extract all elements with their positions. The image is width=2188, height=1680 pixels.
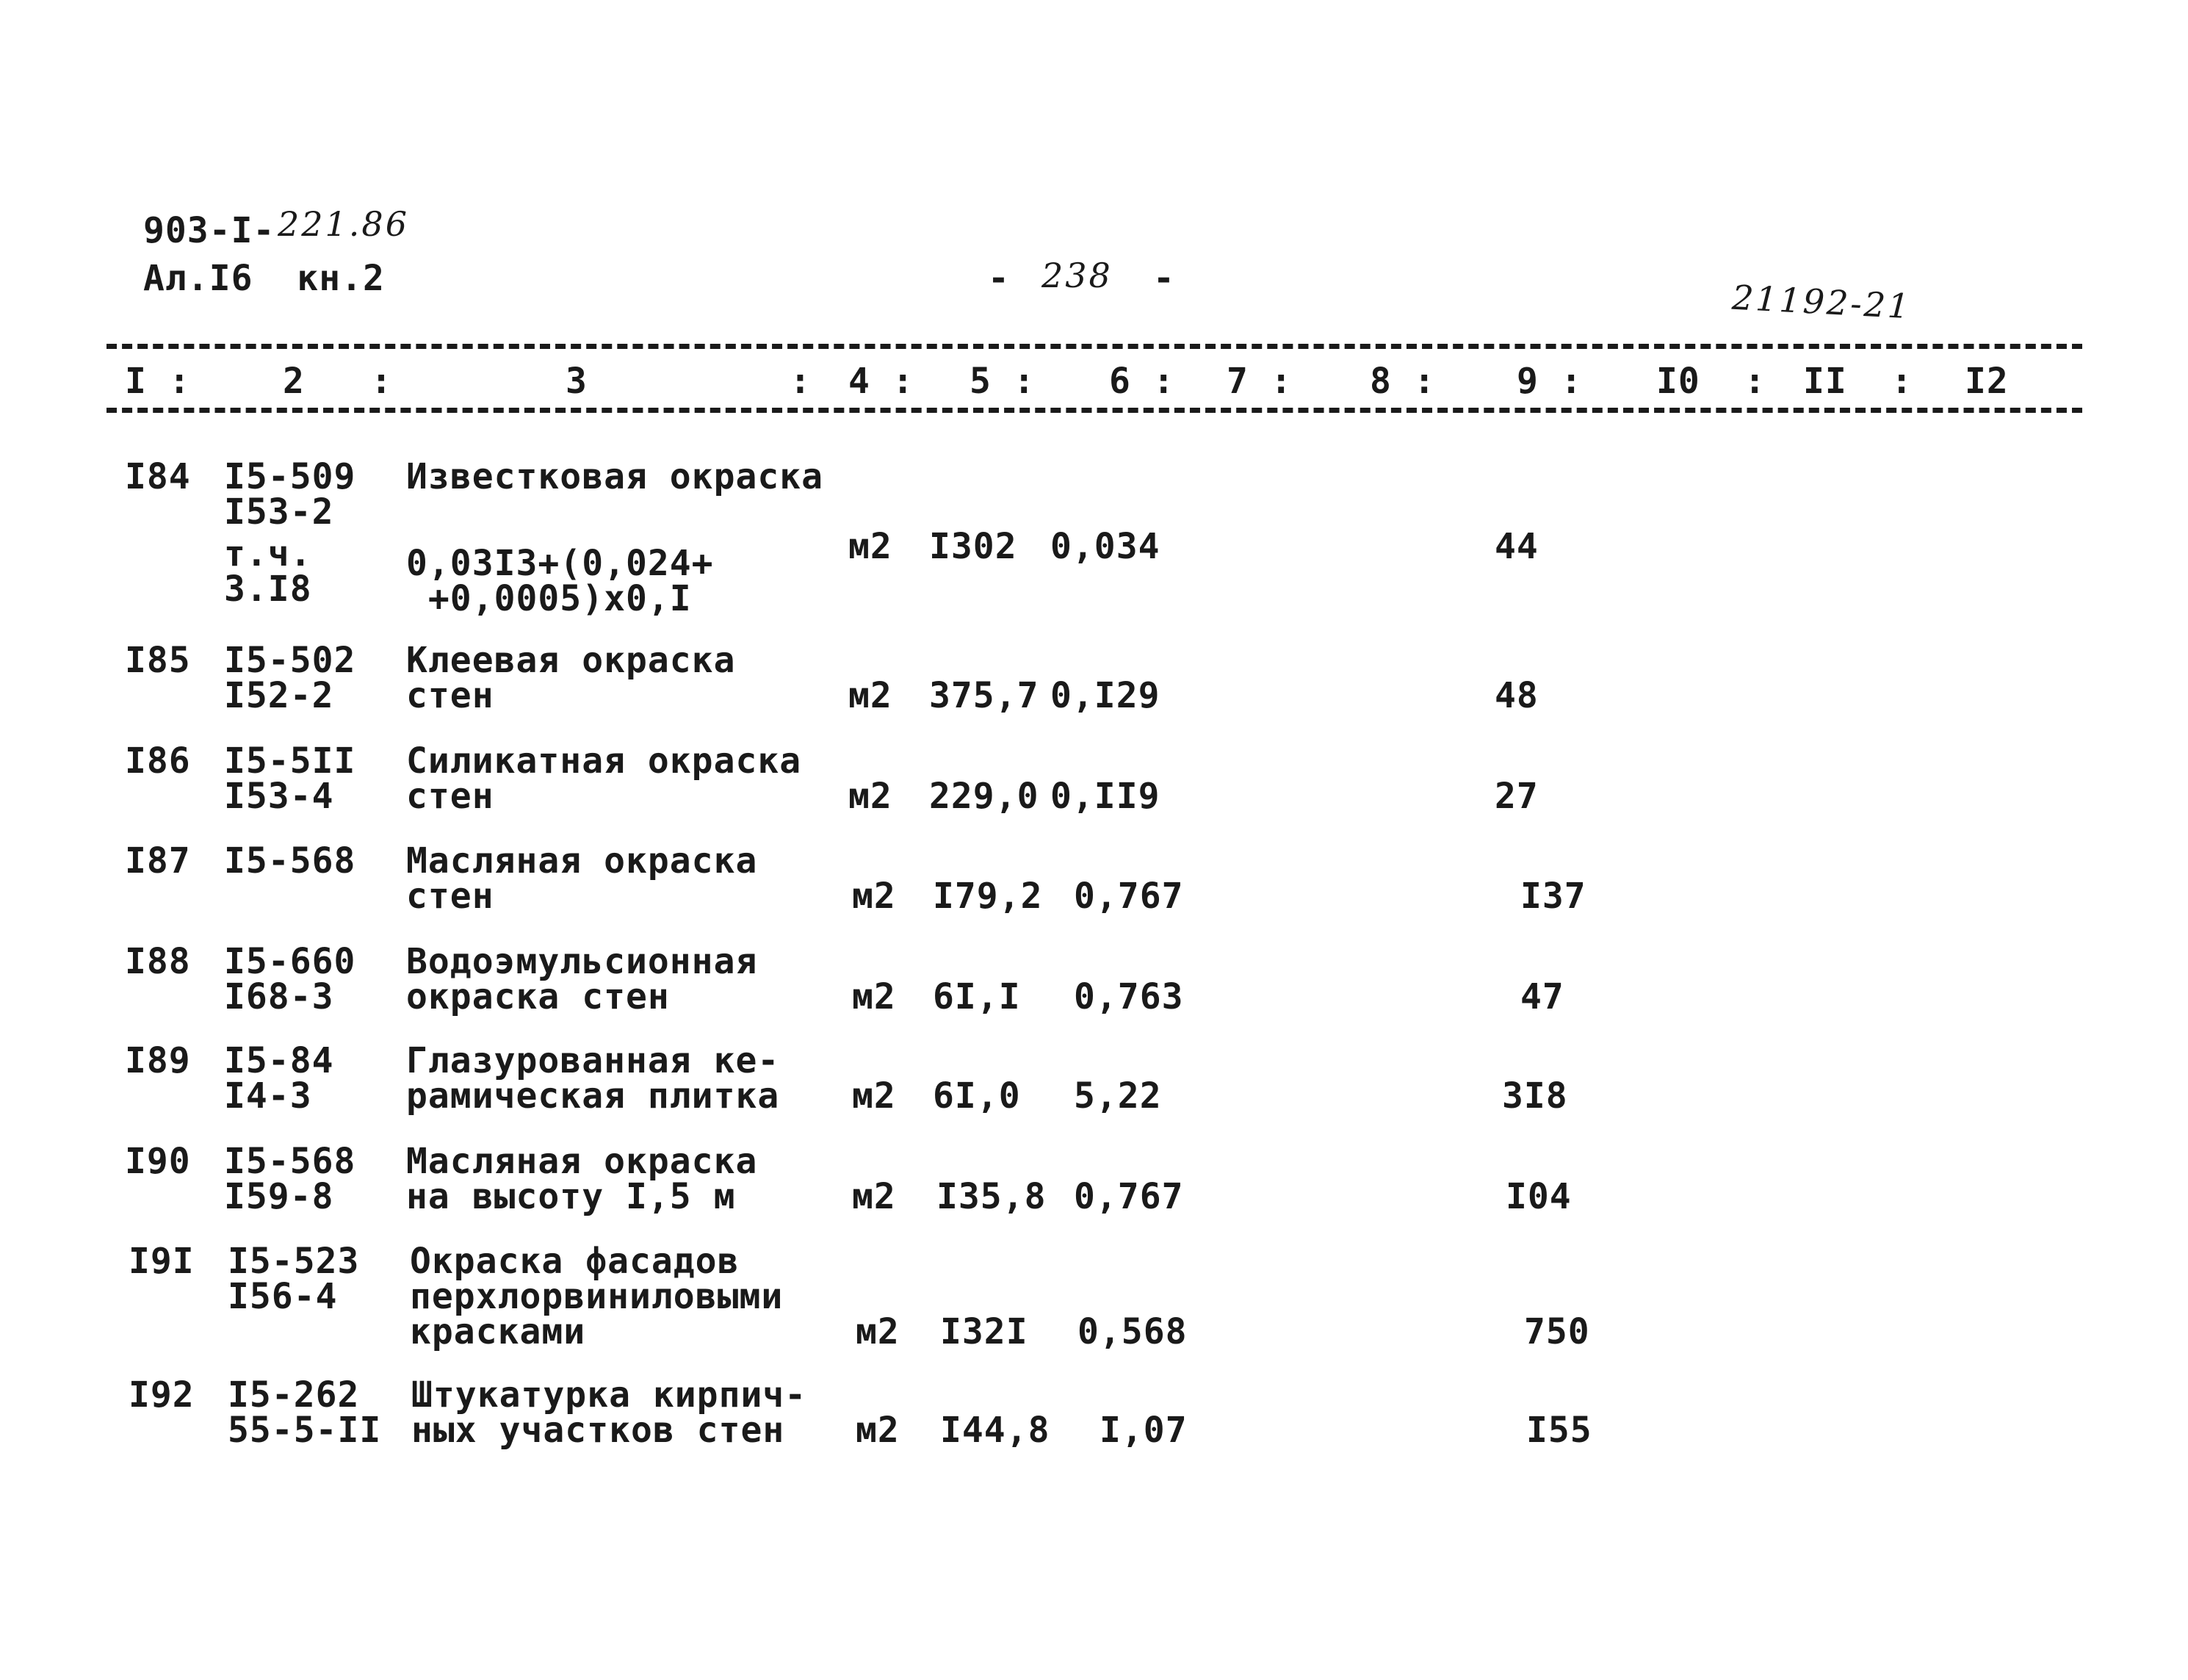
row-total: 3I8 [1502, 1075, 1568, 1117]
row-rate: 5,22 [1074, 1075, 1162, 1117]
row-quantity: I79,2 [933, 876, 1043, 917]
row-code: I5-5II I53-4 [224, 740, 356, 817]
col-2: 2 : [283, 361, 393, 402]
row-total: 750 [1524, 1311, 1590, 1352]
row-description: Водоэмульсионная окраска стен [406, 941, 758, 1017]
row-rate: 0,767 [1074, 1176, 1184, 1217]
row-quantity: I35,8 [936, 1176, 1047, 1217]
row-quantity: 6I,0 [933, 1075, 1021, 1117]
row-rate: 0,034 [1050, 526, 1160, 567]
row-unit: м2 [856, 1311, 900, 1352]
row-number: I92 [129, 1374, 195, 1416]
header-rule-bottom [106, 408, 2082, 413]
row-number: I9I [129, 1241, 195, 1282]
row-code: I5-660 I68-3 [224, 941, 356, 1017]
doc-code-prefix: 903-I- [143, 210, 275, 251]
row-description: Глазурованная ке- рамическая плитка [406, 1040, 780, 1117]
row-number: I84 [125, 456, 191, 497]
col-1: I : [125, 361, 191, 402]
row-description: Известковая окраска [406, 456, 824, 497]
row-quantity: I32I [940, 1311, 1028, 1352]
row-code-extra: т.ч. 3.I8 [224, 533, 312, 610]
col-4: 4 : [848, 361, 914, 402]
row-total: 48 [1495, 675, 1539, 716]
row-code: I5-523 I56-4 [228, 1241, 360, 1317]
col-12: I2 [1965, 361, 2009, 402]
row-unit: м2 [848, 675, 892, 716]
archive-number: 21192-21 [1730, 277, 1913, 327]
row-rate: 0,I29 [1050, 675, 1160, 716]
row-code: I5-568 [224, 840, 356, 882]
row-rate: I,07 [1100, 1410, 1188, 1451]
row-total: 44 [1495, 526, 1539, 567]
row-number: I85 [125, 640, 191, 681]
row-quantity: 229,0 [929, 776, 1039, 817]
page-dash-right: - [1153, 258, 1175, 299]
row-description: Масляная окраска на высоту I,5 м [406, 1141, 758, 1217]
row-quantity: I302 [929, 526, 1017, 567]
row-total: I37 [1520, 876, 1586, 917]
row-total: 27 [1495, 776, 1539, 817]
row-description: Клеевая окраска стен [406, 640, 736, 716]
row-description: Масляная окраска стен [406, 840, 758, 917]
row-number: I90 [125, 1141, 191, 1182]
row-unit: м2 [848, 526, 892, 567]
row-unit: м2 [852, 976, 896, 1017]
col-9: 9 : [1517, 361, 1583, 402]
row-quantity: I44,8 [940, 1410, 1050, 1451]
header-rule-top [106, 344, 2082, 349]
row-code: I5-84 I4-3 [224, 1040, 334, 1117]
col-3-sep: : [790, 361, 812, 402]
row-total: 47 [1520, 976, 1564, 1017]
row-code: I5-502 I52-2 [224, 640, 356, 716]
row-code: I5-262 55-5-II [228, 1374, 382, 1451]
row-number: I89 [125, 1040, 191, 1081]
row-number: I88 [125, 941, 191, 982]
row-description: Штукатурка кирпич- ных участков стен [411, 1374, 807, 1451]
col-3: 3 [566, 361, 588, 402]
album-label: Ал.I6 кн.2 [143, 258, 385, 299]
col-8: 8 : [1370, 361, 1436, 402]
col-10: I0 : [1656, 361, 1766, 402]
row-quantity: 375,7 [929, 675, 1039, 716]
row-rate: 0,763 [1074, 976, 1184, 1017]
row-formula: 0,03I3+(0,024+ +0,0005)x0,I [406, 543, 714, 619]
row-total: I04 [1506, 1176, 1572, 1217]
row-unit: м2 [852, 876, 896, 917]
row-unit: м2 [852, 1075, 896, 1117]
row-number: I86 [125, 740, 191, 782]
row-number: I87 [125, 840, 191, 882]
row-total: I55 [1526, 1410, 1592, 1451]
row-unit: м2 [856, 1410, 900, 1451]
doc-code-handwritten: 221.86 [278, 204, 409, 244]
row-description: Окраска фасадов перхлорвиниловыми красками [410, 1241, 784, 1352]
page-number: 238 [1041, 256, 1113, 295]
row-unit: м2 [848, 776, 892, 817]
row-code: I5-568 I59-8 [224, 1141, 356, 1217]
col-11: II : [1803, 361, 1913, 402]
page-dash-left: - [988, 258, 1010, 299]
row-quantity: 6I,I [933, 976, 1021, 1017]
col-6: 6 : [1109, 361, 1175, 402]
row-unit: м2 [852, 1176, 896, 1217]
row-rate: 0,767 [1074, 876, 1184, 917]
col-7: 7 : [1227, 361, 1293, 402]
row-description: Силикатная окраска стен [406, 740, 802, 817]
col-5: 5 : [970, 361, 1036, 402]
row-code: I5-509 I53-2 [224, 456, 356, 533]
row-rate: 0,568 [1077, 1311, 1188, 1352]
row-rate: 0,II9 [1050, 776, 1160, 817]
